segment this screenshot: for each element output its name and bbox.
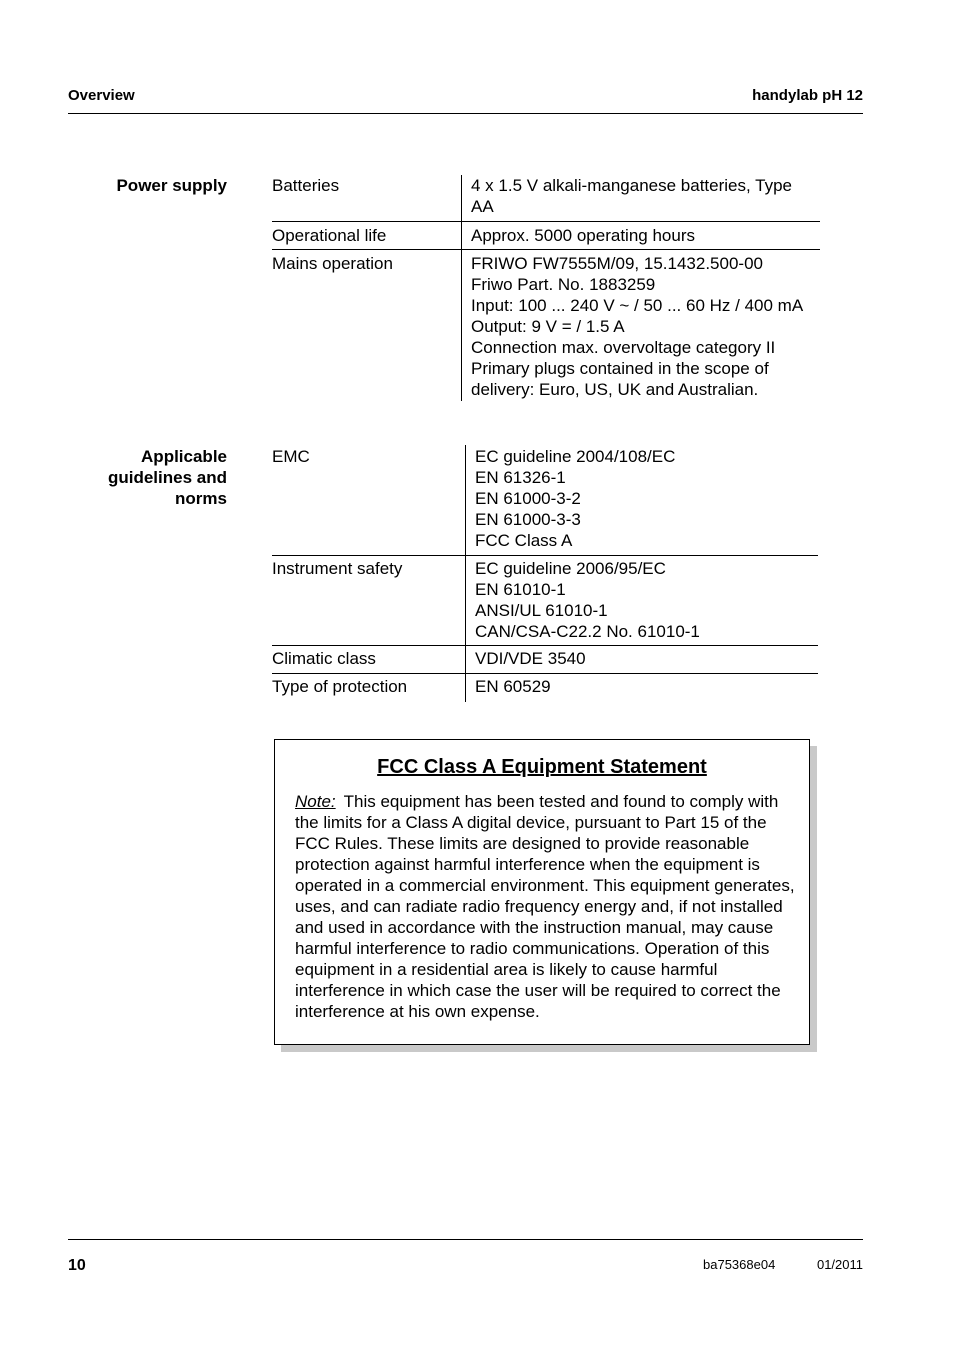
row-key: Batteries bbox=[272, 176, 340, 195]
table-row bbox=[272, 250, 820, 401]
row-value: FRIWO FW7555M/09, 15.1432.500-00 Friwo Part. No. 1883259 Input: 100 ... 240 V ~ / 50 ... 60 Hz / 400 mA Output: 9 V = / 1.5 A Connection max. overvoltage category II Primary plugs contained in the scope of delivery: Euro, US, UK and Australian. bbox=[461, 250, 820, 401]
product-name: handylab pH 12 bbox=[752, 87, 863, 104]
table-row bbox=[272, 646, 818, 674]
power-supply-table bbox=[272, 175, 820, 401]
row-value: VDI/VDE 3540 bbox=[465, 646, 818, 673]
row-value: EC guideline 2006/95/EC EN 61010-1 ANSI/UL 61010-1 CAN/CSA-C22.2 No. 61010-1 bbox=[465, 556, 818, 645]
page-number: 10 bbox=[68, 1257, 86, 1274]
fcc-text bbox=[295, 791, 795, 1022]
table-row bbox=[272, 674, 818, 702]
row-key: Climatic class bbox=[272, 649, 376, 668]
table-row bbox=[272, 556, 818, 646]
row-key: Instrument safety bbox=[272, 559, 403, 578]
document-code: ba75368e04 bbox=[703, 1257, 776, 1272]
row-value: 4 x 1.5 V alkali-manganese batteries, Type AA bbox=[461, 175, 820, 221]
power-supply-label: Power supply bbox=[116, 176, 227, 195]
row-value: Approx. 5000 operating hours bbox=[461, 222, 820, 249]
document-date: 01/2011 bbox=[816, 1257, 863, 1272]
table-row bbox=[272, 222, 820, 250]
header-divider bbox=[68, 113, 863, 114]
fcc-statement-box bbox=[274, 739, 810, 1045]
row-key: EMC bbox=[272, 447, 310, 466]
fcc-title: FCC Class A Equipment Statement bbox=[377, 756, 707, 778]
table-row bbox=[272, 445, 818, 556]
guidelines-table bbox=[272, 445, 818, 702]
row-key: Mains operation bbox=[272, 254, 393, 273]
row-value: EN 60529 bbox=[465, 674, 818, 702]
row-key: Type of protection bbox=[272, 677, 408, 696]
table-row bbox=[272, 175, 820, 222]
page-header bbox=[68, 87, 863, 107]
row-key: Operational life bbox=[272, 226, 387, 245]
row-value: EC guideline 2004/108/EC EN 61326-1 EN 61000-3-2 EN 61000-3-3 FCC Class A bbox=[465, 445, 818, 555]
note-label: Note: bbox=[295, 792, 336, 811]
section-title: Overview bbox=[68, 87, 135, 104]
fcc-body: This equipment has been tested and found to comply with the limits for a Class A digital device, pursuant to Part 15 of the FCC Rules. These limits are designed to provide reasonable protection against harmful interference when the equipment is operated in a commercial environment. This equipment generates, uses, and can radiate radio frequency energy and, if not installed and used in accordance with the instruction manual, may cause harmful interference to radio communications. Operation of this equipment in a residential area is likely to cause harmful interference in which case the user will be required to correct the interference at his own expense. bbox=[295, 792, 795, 1021]
footer-divider bbox=[68, 1239, 863, 1240]
guidelines-label: Applicable guidelines and norms bbox=[107, 447, 227, 508]
